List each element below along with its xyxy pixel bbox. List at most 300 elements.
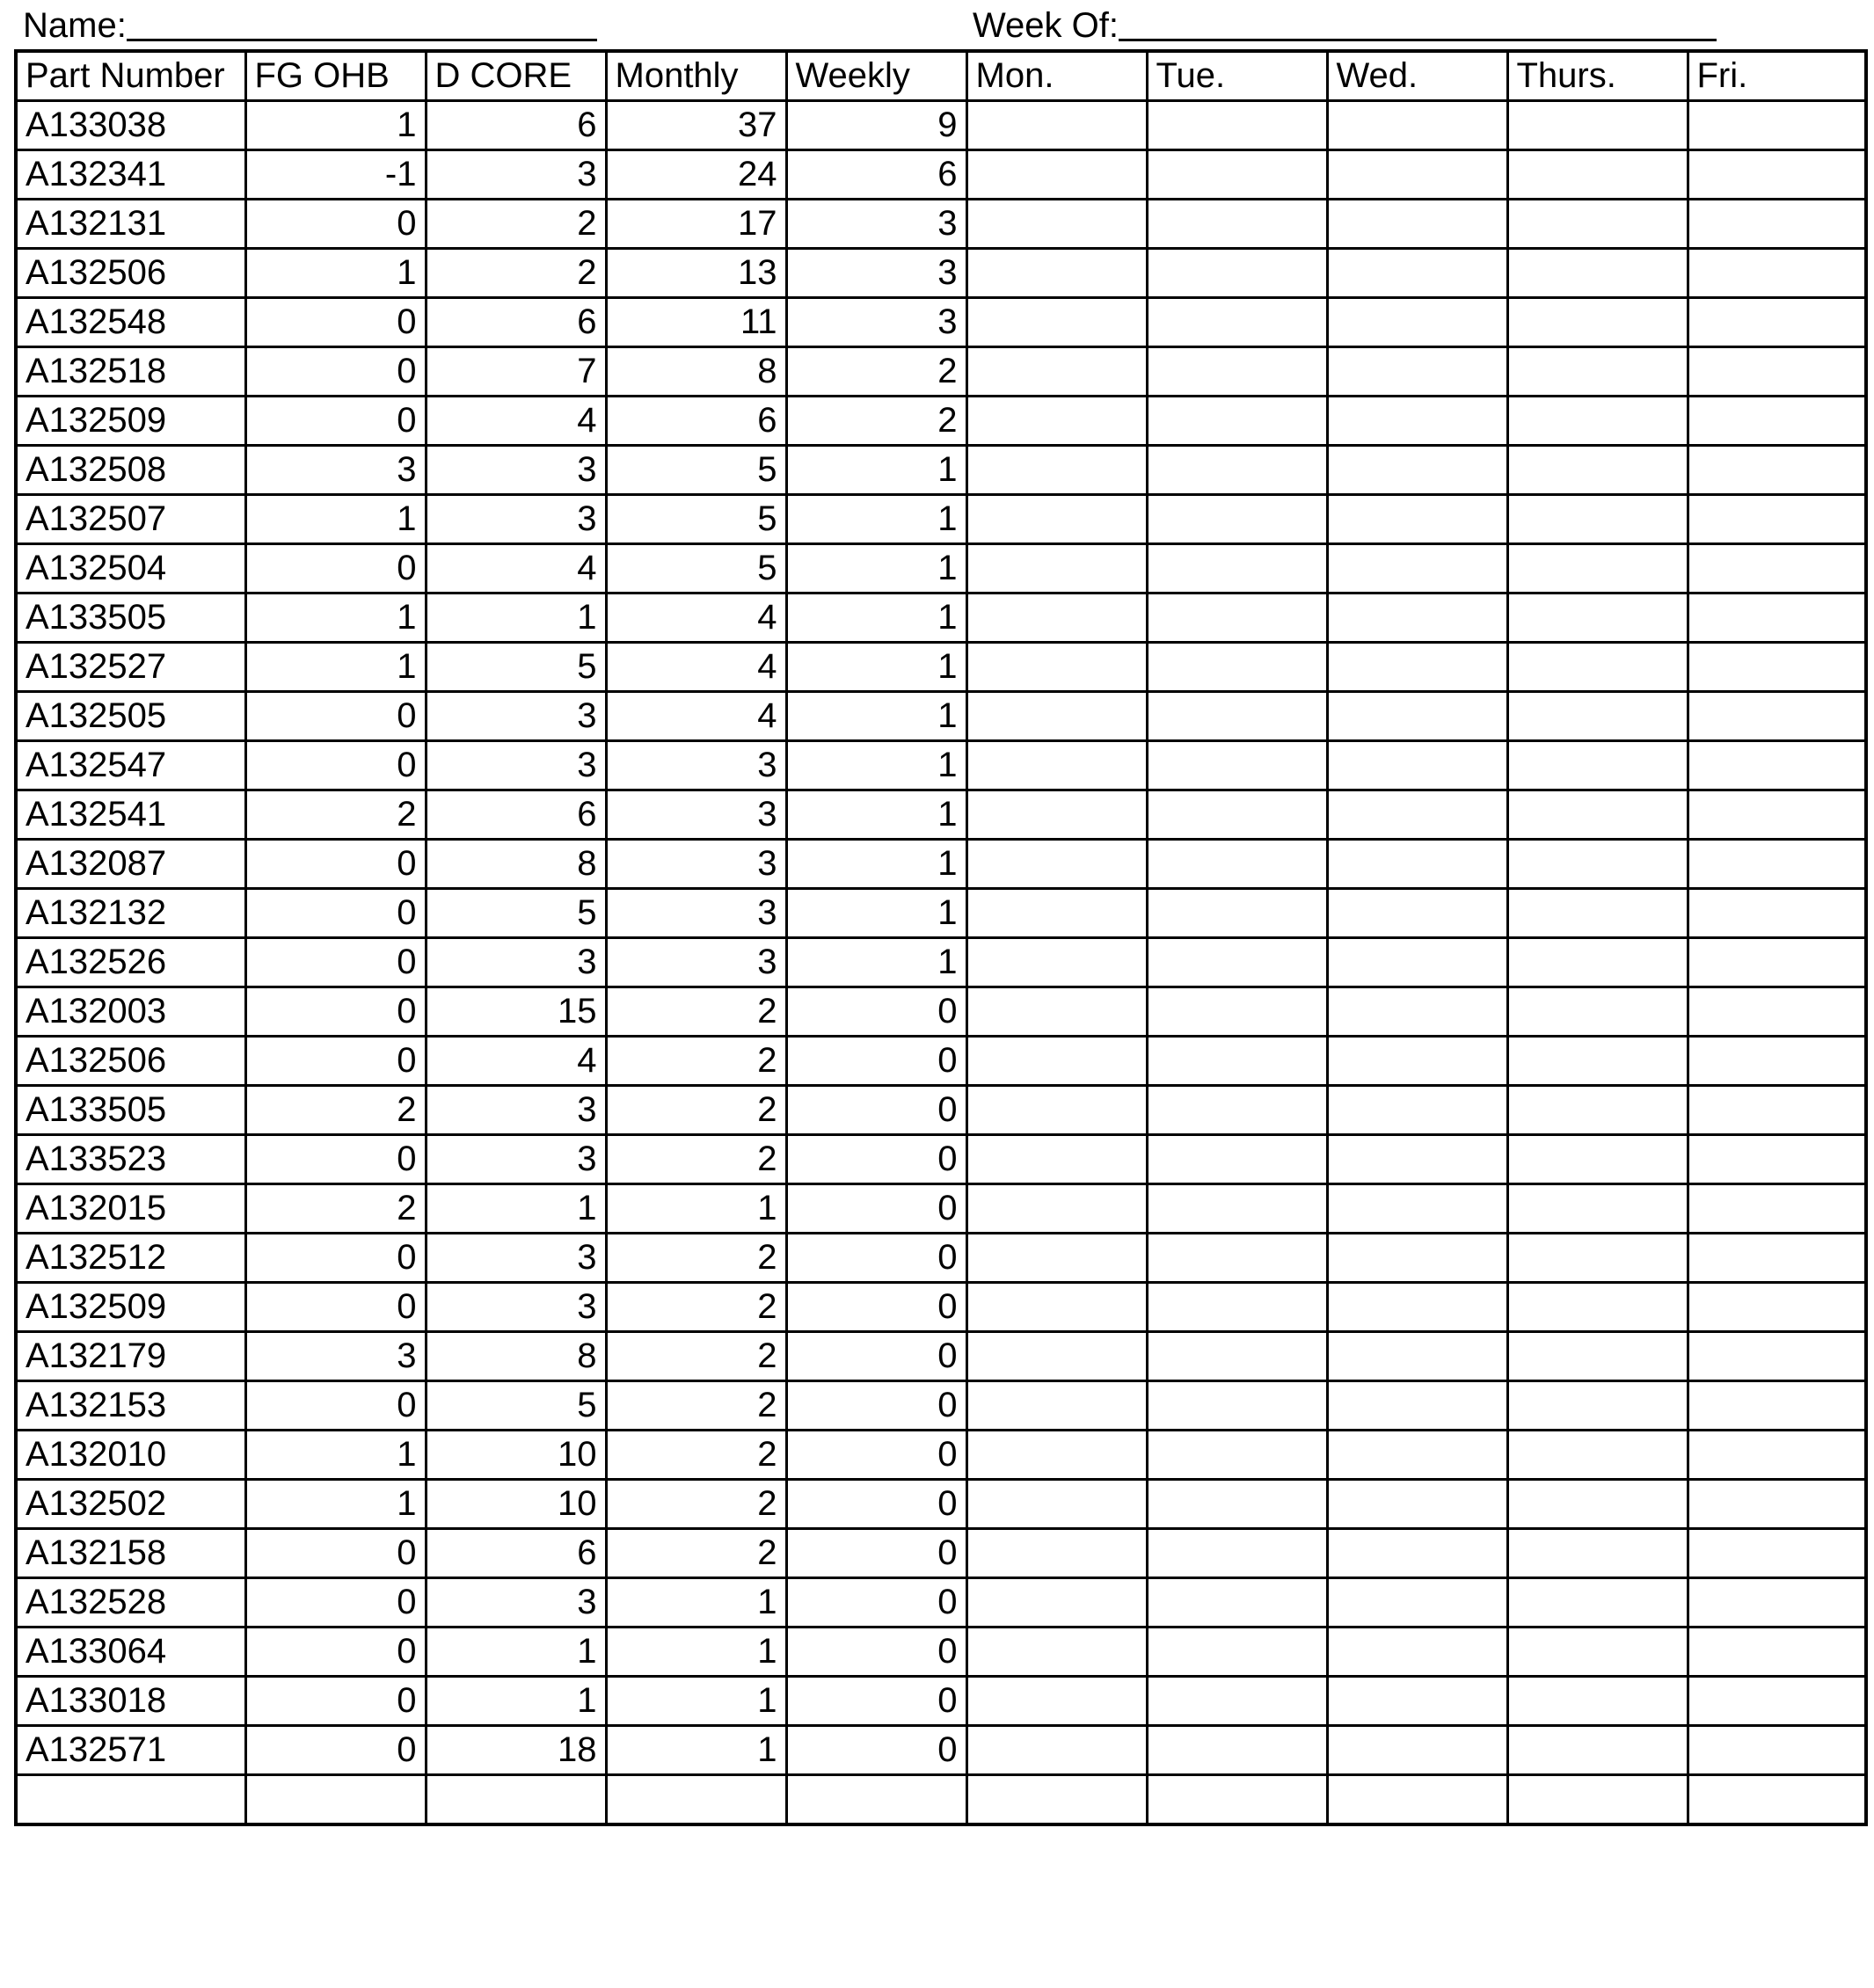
cell-thurs-entry[interactable] [1507, 150, 1688, 200]
table-row [16, 1234, 1866, 1283]
cell-weekly: 2 [786, 397, 966, 446]
cell-mon-entry[interactable] [966, 1086, 1147, 1135]
cell-tue-entry[interactable] [1147, 1184, 1327, 1234]
cell-part-number: A133505 [16, 593, 245, 643]
cell-mon-entry[interactable] [966, 1381, 1147, 1431]
cell-blank[interactable] [426, 1775, 606, 1825]
cell-thurs-entry[interactable] [1507, 397, 1688, 446]
table-row [16, 1184, 1866, 1234]
cell-thurs-entry[interactable] [1507, 1431, 1688, 1480]
cell-tue-entry[interactable] [1147, 1135, 1327, 1184]
cell-d-core: 5 [426, 1381, 606, 1431]
cell-fri-entry[interactable] [1688, 840, 1866, 889]
cell-blank[interactable] [786, 1775, 966, 1825]
table-row [16, 1628, 1866, 1677]
cell-d-core: 7 [426, 347, 606, 397]
table-row [16, 446, 1866, 495]
cell-fri-entry[interactable] [1688, 1726, 1866, 1775]
cell-blank[interactable] [16, 1775, 245, 1825]
cell-thurs-entry[interactable] [1507, 1480, 1688, 1529]
cell-tue-entry[interactable] [1147, 889, 1327, 938]
cell-fg-ohb: 2 [245, 790, 426, 840]
cell-weekly: 0 [786, 987, 966, 1037]
cell-d-core: 15 [426, 987, 606, 1037]
cell-blank[interactable] [1147, 1775, 1327, 1825]
cell-fri-entry[interactable] [1688, 741, 1866, 790]
cell-mon-entry[interactable] [966, 495, 1147, 544]
cell-thurs-entry[interactable] [1507, 1234, 1688, 1283]
cell-tue-entry[interactable] [1147, 692, 1327, 741]
cell-weekly: 1 [786, 593, 966, 643]
cell-fg-ohb: 0 [245, 1529, 426, 1578]
cell-wed-entry[interactable] [1327, 1726, 1507, 1775]
cell-wed-entry[interactable] [1327, 1381, 1507, 1431]
cell-part-number: A132015 [16, 1184, 245, 1234]
cell-thurs-entry[interactable] [1507, 593, 1688, 643]
cell-fg-ohb: 0 [245, 1628, 426, 1677]
cell-mon-entry[interactable] [966, 1234, 1147, 1283]
cell-weekly: 1 [786, 495, 966, 544]
cell-wed-entry[interactable] [1327, 1480, 1507, 1529]
cell-fri-entry[interactable] [1688, 692, 1866, 741]
cell-monthly: 1 [606, 1578, 786, 1628]
cell-fri-entry[interactable] [1688, 643, 1866, 692]
cell-d-core: 4 [426, 397, 606, 446]
cell-weekly: 0 [786, 1135, 966, 1184]
cell-mon-entry[interactable] [966, 889, 1147, 938]
cell-wed-entry[interactable] [1327, 889, 1507, 938]
cell-fri-entry[interactable] [1688, 593, 1866, 643]
cell-wed-entry[interactable] [1327, 1628, 1507, 1677]
cell-fri-entry[interactable] [1688, 150, 1866, 200]
cell-d-core: 8 [426, 840, 606, 889]
cell-thurs-entry[interactable] [1507, 1381, 1688, 1431]
cell-thurs-entry[interactable] [1507, 840, 1688, 889]
cell-fri-entry[interactable] [1688, 397, 1866, 446]
cell-monthly: 1 [606, 1628, 786, 1677]
cell-thurs-entry[interactable] [1507, 1283, 1688, 1332]
cell-tue-entry[interactable] [1147, 741, 1327, 790]
cell-mon-entry[interactable] [966, 1726, 1147, 1775]
cell-fri-entry[interactable] [1688, 101, 1866, 150]
cell-mon-entry[interactable] [966, 249, 1147, 298]
cell-thurs-entry[interactable] [1507, 1726, 1688, 1775]
cell-wed-entry[interactable] [1327, 1086, 1507, 1135]
cell-fri-entry[interactable] [1688, 1381, 1866, 1431]
cell-blank[interactable] [1507, 1775, 1688, 1825]
cell-thurs-entry[interactable] [1507, 889, 1688, 938]
cell-mon-entry[interactable] [966, 347, 1147, 397]
cell-thurs-entry[interactable] [1507, 298, 1688, 347]
cell-mon-entry[interactable] [966, 446, 1147, 495]
week-of-blank-field[interactable] [1119, 0, 1717, 41]
cell-fg-ohb: 0 [245, 544, 426, 593]
cell-weekly: 3 [786, 249, 966, 298]
cell-part-number: A132506 [16, 1037, 245, 1086]
cell-wed-entry[interactable] [1327, 544, 1507, 593]
week-of-field-line [973, 0, 1717, 51]
cell-wed-entry[interactable] [1327, 840, 1507, 889]
cell-mon-entry[interactable] [966, 1480, 1147, 1529]
cell-wed-entry[interactable] [1327, 200, 1507, 249]
cell-wed-entry[interactable] [1327, 1037, 1507, 1086]
table-row [16, 692, 1866, 741]
cell-tue-entry[interactable] [1147, 495, 1327, 544]
cell-weekly: 0 [786, 1726, 966, 1775]
cell-weekly: 0 [786, 1184, 966, 1234]
cell-monthly: 3 [606, 938, 786, 987]
cell-monthly: 2 [606, 1086, 786, 1135]
cell-fri-entry[interactable] [1688, 298, 1866, 347]
cell-fri-entry[interactable] [1688, 1628, 1866, 1677]
cell-thurs-entry[interactable] [1507, 1135, 1688, 1184]
cell-tue-entry[interactable] [1147, 298, 1327, 347]
parts-tracking-table [14, 49, 1868, 1826]
col-header-thurs: Thurs. [1507, 51, 1688, 101]
cell-tue-entry[interactable] [1147, 938, 1327, 987]
cell-thurs-entry[interactable] [1507, 1184, 1688, 1234]
cell-mon-entry[interactable] [966, 200, 1147, 249]
cell-tue-entry[interactable] [1147, 1578, 1327, 1628]
cell-fri-entry[interactable] [1688, 938, 1866, 987]
cell-mon-entry[interactable] [966, 593, 1147, 643]
cell-mon-entry[interactable] [966, 1184, 1147, 1234]
cell-d-core: 5 [426, 889, 606, 938]
cell-mon-entry[interactable] [966, 1529, 1147, 1578]
cell-part-number: A132502 [16, 1480, 245, 1529]
cell-monthly: 3 [606, 889, 786, 938]
cell-thurs-entry[interactable] [1507, 249, 1688, 298]
cell-fri-entry[interactable] [1688, 987, 1866, 1037]
cell-monthly: 17 [606, 200, 786, 249]
cell-thurs-entry[interactable] [1507, 1677, 1688, 1726]
cell-wed-entry[interactable] [1327, 347, 1507, 397]
cell-d-core: 1 [426, 593, 606, 643]
cell-thurs-entry[interactable] [1507, 643, 1688, 692]
cell-fri-entry[interactable] [1688, 790, 1866, 840]
cell-thurs-entry[interactable] [1507, 544, 1688, 593]
cell-part-number: A132571 [16, 1726, 245, 1775]
cell-part-number: A133018 [16, 1677, 245, 1726]
cell-fg-ohb: 2 [245, 1184, 426, 1234]
cell-fri-entry[interactable] [1688, 1332, 1866, 1381]
cell-tue-entry[interactable] [1147, 1431, 1327, 1480]
cell-d-core: 3 [426, 150, 606, 200]
cell-part-number: A132526 [16, 938, 245, 987]
cell-wed-entry[interactable] [1327, 298, 1507, 347]
cell-part-number: A132179 [16, 1332, 245, 1381]
cell-mon-entry[interactable] [966, 692, 1147, 741]
table-row [16, 150, 1866, 200]
cell-wed-entry[interactable] [1327, 643, 1507, 692]
cell-monthly: 3 [606, 790, 786, 840]
cell-blank[interactable] [966, 1775, 1147, 1825]
cell-tue-entry[interactable] [1147, 1726, 1327, 1775]
cell-wed-entry[interactable] [1327, 1578, 1507, 1628]
cell-blank[interactable] [245, 1775, 426, 1825]
cell-tue-entry[interactable] [1147, 1086, 1327, 1135]
cell-fri-entry[interactable] [1688, 1086, 1866, 1135]
cell-tue-entry[interactable] [1147, 347, 1327, 397]
cell-mon-entry[interactable] [966, 643, 1147, 692]
cell-thurs-entry[interactable] [1507, 692, 1688, 741]
cell-part-number: A132506 [16, 249, 245, 298]
cell-monthly: 2 [606, 1037, 786, 1086]
cell-fri-entry[interactable] [1688, 347, 1866, 397]
table-row [16, 101, 1866, 150]
cell-wed-entry[interactable] [1327, 1332, 1507, 1381]
cell-thurs-entry[interactable] [1507, 1529, 1688, 1578]
cell-thurs-entry[interactable] [1507, 446, 1688, 495]
cell-tue-entry[interactable] [1147, 840, 1327, 889]
cell-thurs-entry[interactable] [1507, 347, 1688, 397]
cell-fri-entry[interactable] [1688, 249, 1866, 298]
cell-mon-entry[interactable] [966, 298, 1147, 347]
cell-fri-entry[interactable] [1688, 1135, 1866, 1184]
cell-d-core: 3 [426, 446, 606, 495]
cell-tue-entry[interactable] [1147, 544, 1327, 593]
cell-tue-entry[interactable] [1147, 1037, 1327, 1086]
col-header-fg-ohb: FG OHB [245, 51, 426, 101]
cell-mon-entry[interactable] [966, 1628, 1147, 1677]
cell-fg-ohb: 0 [245, 1037, 426, 1086]
cell-weekly: 0 [786, 1332, 966, 1381]
cell-wed-entry[interactable] [1327, 1283, 1507, 1332]
cell-tue-entry[interactable] [1147, 397, 1327, 446]
cell-d-core: 18 [426, 1726, 606, 1775]
table-row [16, 840, 1866, 889]
cell-mon-entry[interactable] [966, 544, 1147, 593]
cell-part-number: A132508 [16, 446, 245, 495]
col-header-weekly: Weekly [786, 51, 966, 101]
cell-part-number: A133505 [16, 1086, 245, 1135]
cell-mon-entry[interactable] [966, 150, 1147, 200]
cell-wed-entry[interactable] [1327, 1135, 1507, 1184]
cell-fri-entry[interactable] [1688, 544, 1866, 593]
cell-fg-ohb: 0 [245, 347, 426, 397]
cell-weekly: 0 [786, 1086, 966, 1135]
cell-wed-entry[interactable] [1327, 150, 1507, 200]
cell-mon-entry[interactable] [966, 101, 1147, 150]
cell-thurs-entry[interactable] [1507, 1578, 1688, 1628]
cell-part-number: A132505 [16, 692, 245, 741]
cell-wed-entry[interactable] [1327, 593, 1507, 643]
cell-thurs-entry[interactable] [1507, 790, 1688, 840]
cell-mon-entry[interactable] [966, 397, 1147, 446]
cell-tue-entry[interactable] [1147, 987, 1327, 1037]
cell-wed-entry[interactable] [1327, 790, 1507, 840]
col-header-fri: Fri. [1688, 51, 1866, 101]
cell-mon-entry[interactable] [966, 938, 1147, 987]
cell-blank[interactable] [1688, 1775, 1866, 1825]
cell-thurs-entry[interactable] [1507, 741, 1688, 790]
cell-d-core: 3 [426, 1283, 606, 1332]
cell-thurs-entry[interactable] [1507, 1628, 1688, 1677]
cell-tue-entry[interactable] [1147, 1234, 1327, 1283]
cell-wed-entry[interactable] [1327, 987, 1507, 1037]
cell-wed-entry[interactable] [1327, 397, 1507, 446]
cell-thurs-entry[interactable] [1507, 495, 1688, 544]
cell-fri-entry[interactable] [1688, 1677, 1866, 1726]
cell-wed-entry[interactable] [1327, 938, 1507, 987]
cell-thurs-entry[interactable] [1507, 1086, 1688, 1135]
table-row [16, 1283, 1866, 1332]
cell-fri-entry[interactable] [1688, 495, 1866, 544]
cell-wed-entry[interactable] [1327, 101, 1507, 150]
table-row [16, 1135, 1866, 1184]
cell-d-core: 1 [426, 1628, 606, 1677]
cell-thurs-entry[interactable] [1507, 987, 1688, 1037]
cell-thurs-entry[interactable] [1507, 938, 1688, 987]
cell-fg-ohb: 1 [245, 643, 426, 692]
cell-tue-entry[interactable] [1147, 200, 1327, 249]
cell-mon-entry[interactable] [966, 1037, 1147, 1086]
cell-part-number: A132509 [16, 397, 245, 446]
col-header-tue: Tue. [1147, 51, 1327, 101]
table-row [16, 200, 1866, 249]
table-row [16, 1529, 1866, 1578]
cell-thurs-entry[interactable] [1507, 1332, 1688, 1381]
cell-monthly: 2 [606, 987, 786, 1037]
table-row [16, 544, 1866, 593]
cell-tue-entry[interactable] [1147, 101, 1327, 150]
cell-wed-entry[interactable] [1327, 495, 1507, 544]
cell-weekly: 1 [786, 790, 966, 840]
cell-weekly: 2 [786, 347, 966, 397]
cell-fri-entry[interactable] [1688, 1283, 1866, 1332]
cell-d-core: 10 [426, 1431, 606, 1480]
cell-wed-entry[interactable] [1327, 446, 1507, 495]
cell-wed-entry[interactable] [1327, 249, 1507, 298]
cell-weekly: 0 [786, 1381, 966, 1431]
col-header-mon: Mon. [966, 51, 1147, 101]
table-row-blank [16, 1775, 1866, 1825]
cell-part-number: A132504 [16, 544, 245, 593]
cell-fri-entry[interactable] [1688, 1578, 1866, 1628]
cell-d-core: 6 [426, 790, 606, 840]
cell-d-core: 3 [426, 1135, 606, 1184]
cell-tue-entry[interactable] [1147, 1283, 1327, 1332]
cell-wed-entry[interactable] [1327, 1184, 1507, 1234]
cell-wed-entry[interactable] [1327, 741, 1507, 790]
cell-tue-entry[interactable] [1147, 643, 1327, 692]
cell-weekly: 9 [786, 101, 966, 150]
cell-fri-entry[interactable] [1688, 1234, 1866, 1283]
cell-monthly: 4 [606, 593, 786, 643]
cell-tue-entry[interactable] [1147, 593, 1327, 643]
cell-mon-entry[interactable] [966, 1431, 1147, 1480]
cell-weekly: 3 [786, 200, 966, 249]
cell-part-number: A133523 [16, 1135, 245, 1184]
cell-mon-entry[interactable] [966, 840, 1147, 889]
table-row [16, 938, 1866, 987]
cell-mon-entry[interactable] [966, 1578, 1147, 1628]
cell-fg-ohb: 0 [245, 741, 426, 790]
cell-weekly: 0 [786, 1480, 966, 1529]
cell-fri-entry[interactable] [1688, 446, 1866, 495]
cell-mon-entry[interactable] [966, 1332, 1147, 1381]
cell-fg-ohb: 1 [245, 101, 426, 150]
cell-weekly: 0 [786, 1677, 966, 1726]
cell-part-number: A132512 [16, 1234, 245, 1283]
cell-wed-entry[interactable] [1327, 1234, 1507, 1283]
cell-tue-entry[interactable] [1147, 1529, 1327, 1578]
cell-tue-entry[interactable] [1147, 446, 1327, 495]
cell-monthly: 1 [606, 1677, 786, 1726]
table-row [16, 741, 1866, 790]
cell-weekly: 1 [786, 889, 966, 938]
cell-tue-entry[interactable] [1147, 1332, 1327, 1381]
table-row [16, 1480, 1866, 1529]
cell-blank[interactable] [606, 1775, 786, 1825]
cell-fg-ohb: 1 [245, 495, 426, 544]
cell-wed-entry[interactable] [1327, 692, 1507, 741]
cell-fg-ohb: 0 [245, 1135, 426, 1184]
cell-fg-ohb: 0 [245, 1381, 426, 1431]
cell-tue-entry[interactable] [1147, 1480, 1327, 1529]
cell-mon-entry[interactable] [966, 1135, 1147, 1184]
cell-weekly: 3 [786, 298, 966, 347]
cell-monthly: 24 [606, 150, 786, 200]
cell-part-number: A132548 [16, 298, 245, 347]
cell-fri-entry[interactable] [1688, 1480, 1866, 1529]
cell-fg-ohb: 0 [245, 1234, 426, 1283]
cell-fg-ohb: 2 [245, 1086, 426, 1135]
cell-thurs-entry[interactable] [1507, 1037, 1688, 1086]
cell-fri-entry[interactable] [1688, 1184, 1866, 1234]
cell-tue-entry[interactable] [1147, 790, 1327, 840]
header-row [16, 51, 1866, 101]
cell-mon-entry[interactable] [966, 1677, 1147, 1726]
table-row [16, 1086, 1866, 1135]
cell-tue-entry[interactable] [1147, 249, 1327, 298]
cell-fri-entry[interactable] [1688, 1431, 1866, 1480]
cell-wed-entry[interactable] [1327, 1529, 1507, 1578]
cell-weekly: 1 [786, 544, 966, 593]
cell-fri-entry[interactable] [1688, 1529, 1866, 1578]
cell-fri-entry[interactable] [1688, 889, 1866, 938]
cell-thurs-entry[interactable] [1507, 200, 1688, 249]
table-row [16, 1381, 1866, 1431]
cell-mon-entry[interactable] [966, 1283, 1147, 1332]
cell-part-number: A132518 [16, 347, 245, 397]
cell-wed-entry[interactable] [1327, 1677, 1507, 1726]
cell-tue-entry[interactable] [1147, 150, 1327, 200]
cell-monthly: 5 [606, 495, 786, 544]
cell-blank[interactable] [1327, 1775, 1507, 1825]
cell-tue-entry[interactable] [1147, 1628, 1327, 1677]
cell-fri-entry[interactable] [1688, 1037, 1866, 1086]
cell-tue-entry[interactable] [1147, 1677, 1327, 1726]
cell-d-core: 6 [426, 298, 606, 347]
cell-monthly: 2 [606, 1283, 786, 1332]
name-field-line [23, 0, 597, 51]
cell-d-core: 6 [426, 101, 606, 150]
cell-weekly: 0 [786, 1578, 966, 1628]
cell-mon-entry[interactable] [966, 790, 1147, 840]
col-header-d-core: D CORE [426, 51, 606, 101]
cell-mon-entry[interactable] [966, 987, 1147, 1037]
table-row [16, 249, 1866, 298]
cell-tue-entry[interactable] [1147, 1381, 1327, 1431]
cell-fg-ohb: 3 [245, 1332, 426, 1381]
cell-thurs-entry[interactable] [1507, 101, 1688, 150]
cell-wed-entry[interactable] [1327, 1431, 1507, 1480]
cell-part-number: A132158 [16, 1529, 245, 1578]
cell-fri-entry[interactable] [1688, 200, 1866, 249]
cell-mon-entry[interactable] [966, 741, 1147, 790]
name-blank-field[interactable] [127, 0, 597, 41]
